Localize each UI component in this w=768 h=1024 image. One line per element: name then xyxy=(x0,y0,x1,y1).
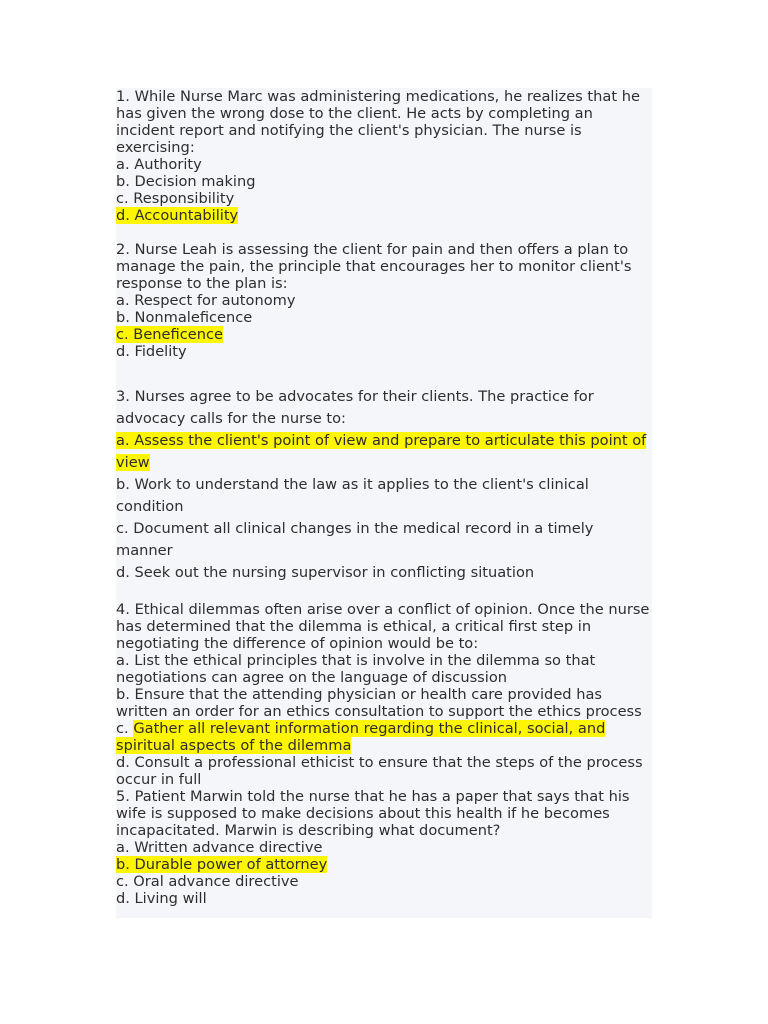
question-3 xyxy=(116,386,652,584)
question-5-option-b xyxy=(116,856,652,873)
question-1 xyxy=(116,88,652,224)
spacer xyxy=(116,584,652,601)
spacer xyxy=(116,224,652,241)
question-3-stem: 3. Nurses agree to be advocates for their clients. The practice for advocacy calls for the nurse to: xyxy=(116,388,594,427)
question-4-option-a: a. List the ethical principles that is involve in the dilemma so that negotiations can agree on the language of discussion xyxy=(116,652,596,686)
question-2-stem: 2. Nurse Leah is assessing the client for pain and then offers a plan to manage the pain, the principle that encourages her to monitor client's response to the plan is: xyxy=(116,241,632,292)
question-4-option-d: d. Consult a professional ethicist to ensure that the steps of the process occur in full xyxy=(116,754,643,788)
question-2-option-c xyxy=(116,326,652,343)
question-4-option-b: b. Ensure that the attending physician or health care provided has written an order for an ethics consultation to support the ethics process xyxy=(116,686,642,720)
question-5-option-d: d. Living will xyxy=(116,890,207,907)
question-5-option-c: c. Oral advance directive xyxy=(116,873,299,890)
question-2 xyxy=(116,241,652,360)
question-1-option-b: b. Decision making xyxy=(116,173,256,190)
question-2-answer-highlight: c. Beneficence xyxy=(116,326,223,343)
question-1-stem: 1. While Nurse Marc was administering medications, he realizes that he has given the wrong dose to the client. He acts by completing an incident report and notifying the client's physician. The nurse is exercising: xyxy=(116,88,640,156)
question-3-option-a xyxy=(116,430,652,474)
question-4-answer-highlight: Gather all relevant information regarding the clinical, social, and spiritual aspects of the dilemma xyxy=(116,720,606,754)
question-5 xyxy=(116,788,652,907)
question-1-option-d xyxy=(116,207,652,224)
question-4-option-c xyxy=(116,720,652,754)
question-2-option-d: d. Fidelity xyxy=(116,343,187,360)
spacer xyxy=(116,360,652,386)
question-4-option-c-prefix: c. xyxy=(116,720,134,737)
question-3-option-b: b. Work to understand the law as it applies to the client's clinical condition xyxy=(116,476,589,515)
question-4-stem: 4. Ethical dilemmas often arise over a conflict of opinion. Once the nurse has determined that the dilemma is ethical, a critical first step in negotiating the difference of opinion would be to: xyxy=(116,601,650,652)
question-2-option-b: b. Nonmaleficence xyxy=(116,309,253,326)
question-3-option-c: c. Document all clinical changes in the medical record in a timely manner xyxy=(116,520,594,559)
question-1-option-a: a. Authority xyxy=(116,156,202,173)
question-1-option-c: c. Responsibility xyxy=(116,190,235,207)
question-5-option-a: a. Written advance directive xyxy=(116,839,323,856)
question-5-stem: 5. Patient Marwin told the nurse that he has a paper that says that his wife is supposed to make decisions about this health if he becomes incapacitated. Marwin is describing what document? xyxy=(116,788,630,839)
question-3-answer-highlight: a. Assess the client's point of view and prepare to articulate this point of view xyxy=(116,432,647,471)
question-2-option-a: a. Respect for autonomy xyxy=(116,292,296,309)
question-1-answer-highlight: d. Accountability xyxy=(116,207,239,224)
question-3-option-d: d. Seek out the nursing supervisor in conflicting situation xyxy=(116,564,535,581)
question-5-answer-highlight: b. Durable power of attorney xyxy=(116,856,328,873)
question-4 xyxy=(116,601,652,788)
quiz-document xyxy=(116,88,652,907)
